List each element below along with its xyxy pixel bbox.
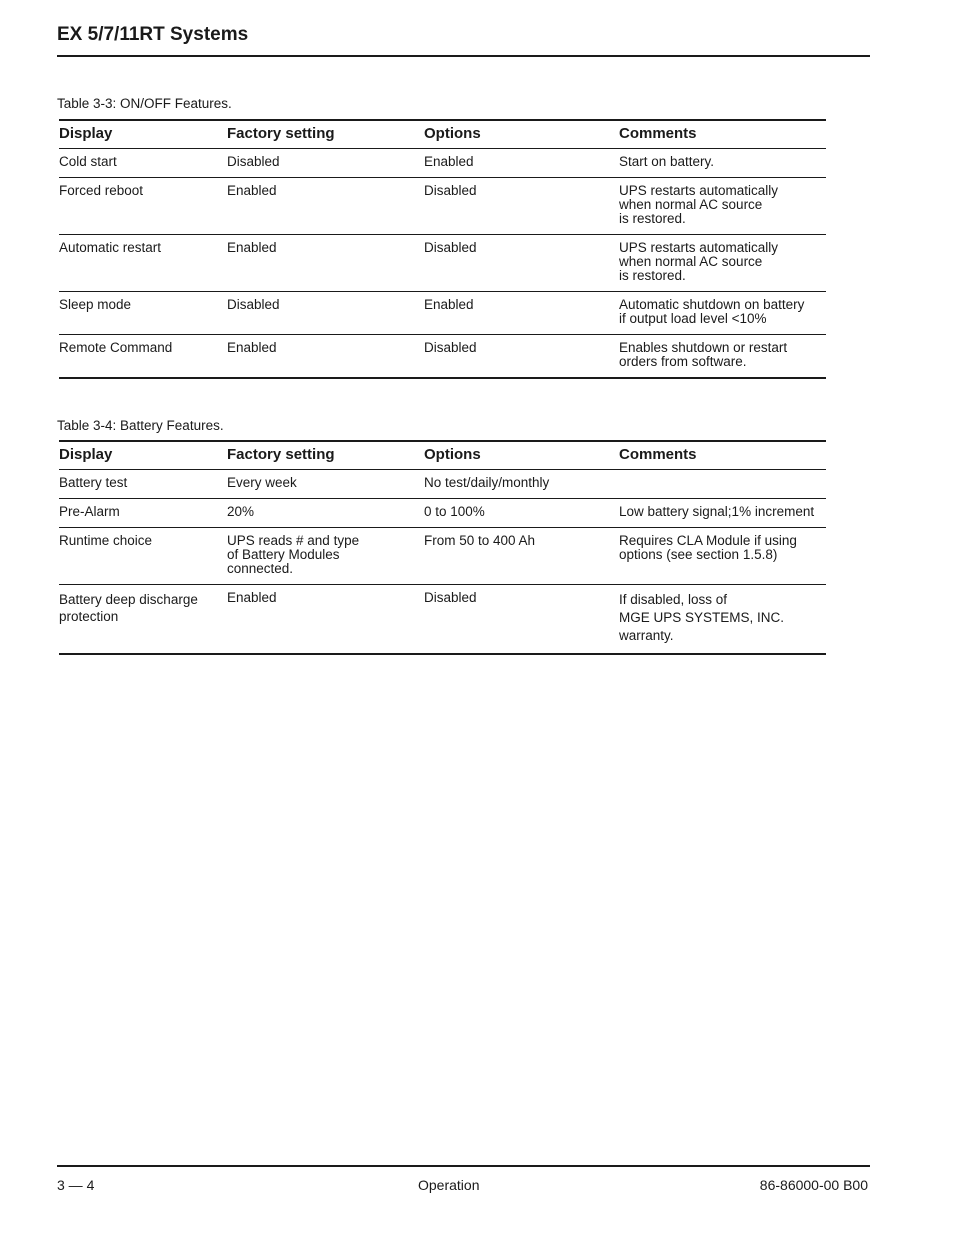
cell-factory-setting: Disabled bbox=[227, 292, 424, 335]
cell-options: Disabled bbox=[424, 335, 619, 379]
cell-options: Disabled bbox=[424, 235, 619, 292]
cell-comments: UPS restarts automatically when normal AC source is restored. bbox=[619, 178, 826, 235]
column-header-display: Display bbox=[59, 441, 227, 470]
cell-display: Battery deep discharge protection bbox=[59, 585, 227, 655]
table-header-row bbox=[59, 120, 826, 149]
cell-comments bbox=[619, 470, 826, 499]
cell-options: Enabled bbox=[424, 149, 619, 178]
cell-comments: UPS restarts automatically when normal AC source is restored. bbox=[619, 235, 826, 292]
column-header-options: Options bbox=[424, 120, 619, 149]
table-row bbox=[59, 149, 826, 178]
cell-options: Disabled bbox=[424, 585, 619, 655]
cell-display: Cold start bbox=[59, 149, 227, 178]
cell-factory-setting: Enabled bbox=[227, 335, 424, 379]
cell-display: Automatic restart bbox=[59, 235, 227, 292]
cell-factory-setting: 20% bbox=[227, 499, 424, 528]
cell-display: Pre-Alarm bbox=[59, 499, 227, 528]
cell-display: Runtime choice bbox=[59, 528, 227, 585]
cell-display: Sleep mode bbox=[59, 292, 227, 335]
cell-comments: If disabled, loss of MGE UPS SYSTEMS, INC. warranty. bbox=[619, 585, 826, 655]
header-rule bbox=[57, 55, 870, 57]
cell-display: Remote Command bbox=[59, 335, 227, 379]
column-header-factory-setting: Factory setting bbox=[227, 120, 424, 149]
footer-doc-number: 86-86000-00 B00 bbox=[759, 1177, 868, 1193]
cell-options: 0 to 100% bbox=[424, 499, 619, 528]
column-header-display: Display bbox=[59, 120, 227, 149]
cell-options: Disabled bbox=[424, 178, 619, 235]
table-row bbox=[59, 235, 826, 292]
table-row bbox=[59, 585, 826, 655]
footer-rule bbox=[57, 1165, 870, 1167]
cell-display: Battery test bbox=[59, 470, 227, 499]
cell-factory-setting: Enabled bbox=[227, 585, 424, 655]
table-row bbox=[59, 499, 826, 528]
cell-comments: Requires CLA Module if using options (see section 1.5.8) bbox=[619, 528, 826, 585]
table-header-row bbox=[59, 441, 826, 470]
page-title: EX 5/7/11RT Systems bbox=[57, 24, 249, 45]
cell-options: From 50 to 400 Ah bbox=[424, 528, 619, 585]
onoff-features-table bbox=[59, 119, 826, 379]
cell-comments: Enables shutdown or restart orders from software. bbox=[619, 335, 826, 379]
cell-factory-setting: UPS reads # and type of Battery Modules connected. bbox=[227, 528, 424, 585]
table-row bbox=[59, 528, 826, 585]
cell-comments: Start on battery. bbox=[619, 149, 826, 178]
cell-comments: Automatic shutdown on battery if output load level <10% bbox=[619, 292, 826, 335]
cell-options: Enabled bbox=[424, 292, 619, 335]
cell-factory-setting: Every week bbox=[227, 470, 424, 499]
cell-options: No test/daily/monthly bbox=[424, 470, 619, 499]
cell-factory-setting: Enabled bbox=[227, 235, 424, 292]
column-header-comments: Comments bbox=[619, 441, 826, 470]
footer-page-number: 3 — 4 bbox=[57, 1177, 95, 1193]
table-row bbox=[59, 292, 826, 335]
battery-features-table bbox=[59, 440, 826, 655]
column-header-options: Options bbox=[424, 441, 619, 470]
cell-factory-setting: Enabled bbox=[227, 178, 424, 235]
table-caption-battery: Table 3-4: Battery Features. bbox=[57, 418, 224, 433]
table-row bbox=[59, 470, 826, 499]
cell-comments: Low battery signal;1% increment bbox=[619, 499, 826, 528]
column-header-factory-setting: Factory setting bbox=[227, 441, 424, 470]
table-row bbox=[59, 335, 826, 379]
table-row bbox=[59, 178, 826, 235]
table-caption-onoff: Table 3-3: ON/OFF Features. bbox=[57, 96, 232, 111]
cell-factory-setting: Disabled bbox=[227, 149, 424, 178]
cell-display: Forced reboot bbox=[59, 178, 227, 235]
footer-section: Operation bbox=[418, 1177, 480, 1193]
column-header-comments: Comments bbox=[619, 120, 826, 149]
